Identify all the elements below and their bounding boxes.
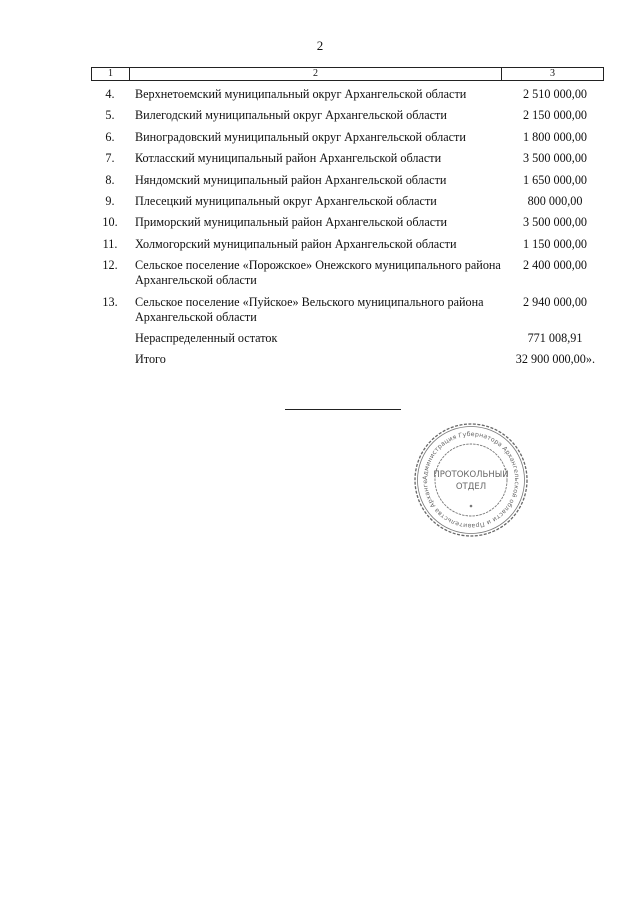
row-number: 11. — [102, 236, 118, 251]
signature-divider-line — [285, 409, 401, 410]
stamp-center-line1: ПРОТОКОЛЬНЫЙ — [433, 470, 509, 480]
table-header — [91, 67, 604, 81]
row-amount: 3 500 000,00 — [523, 151, 587, 166]
total-row — [91, 352, 603, 367]
row-name: Няндомский муниципальный район Архангельской области — [135, 172, 447, 187]
table-row — [91, 194, 603, 209]
page-number: 2 — [316, 38, 324, 53]
table-row — [91, 215, 603, 230]
row-name: Холмогорский муниципальный район Архангельской области — [135, 236, 457, 251]
row-number: 9. — [105, 193, 115, 208]
table-row — [91, 151, 603, 166]
row-amount: 3 500 000,00 — [523, 215, 587, 230]
table-body — [91, 87, 603, 374]
row-name: Плесецкий муниципальный округ Архангельской области — [135, 193, 437, 208]
total-label: Итого — [135, 352, 166, 367]
row-name: Сельское поселение «Пуйское» Вельского муниципального района Архангельской области — [135, 294, 484, 324]
stamp-seal-icon — [413, 422, 529, 538]
row-amount: 1 150 000,00 — [523, 236, 587, 251]
row-number: 4. — [105, 87, 115, 101]
stamp-center-line2: ОТДЕЛ — [455, 482, 487, 492]
row-amount: 2 400 000,00 — [523, 258, 587, 273]
table-row — [91, 237, 603, 252]
row-name: Сельское поселение «Порожское» Онежского муниципального района Архангельской области — [135, 258, 501, 288]
row-number: 5. — [105, 108, 115, 123]
row-name: Виноградовский муниципальный округ Архангельской области — [135, 129, 466, 144]
row-name: Приморский муниципальный район Архангельской области — [135, 215, 448, 230]
row-name: Вилегодский муниципальный округ Архангельской области — [135, 108, 447, 123]
row-amount: 1 650 000,00 — [523, 172, 587, 187]
unallocated-label: Нераспределенный остаток — [135, 330, 278, 345]
row-number: 13. — [102, 294, 118, 309]
row-amount: 1 800 000,00 — [523, 129, 587, 144]
row-number: 6. — [105, 129, 115, 144]
official-stamp — [413, 422, 529, 538]
total-amount: 32 900 000,00». — [515, 352, 595, 367]
row-number: 10. — [102, 215, 118, 230]
table-row — [91, 295, 603, 325]
table-row — [91, 173, 603, 188]
row-number: 12. — [102, 258, 118, 273]
unallocated-row — [91, 331, 603, 346]
row-name: Верхнетоемский муниципальный округ Архангельской области — [135, 87, 467, 101]
row-number: 7. — [105, 151, 115, 166]
header-col-2: 2 — [130, 68, 502, 81]
table-row — [91, 258, 603, 288]
header-col-3: 3 — [502, 68, 604, 81]
header-col-1: 1 — [92, 68, 130, 81]
row-number: 8. — [105, 172, 115, 187]
row-amount: 800 000,00 — [527, 193, 583, 208]
table-row — [91, 108, 603, 123]
row-amount: 2 150 000,00 — [523, 108, 587, 123]
row-amount: 2 940 000,00 — [523, 294, 587, 309]
table-row — [91, 87, 603, 102]
unallocated-amount: 771 008,91 — [527, 330, 583, 345]
stamp-ring-text: Администрация Губернатора Архангельской области и Правительства Арханге — [421, 430, 521, 530]
row-name: Котласский муниципальный район Архангельской области — [135, 151, 442, 166]
row-amount: 2 510 000,00 — [523, 87, 587, 101]
table-row — [91, 130, 603, 145]
